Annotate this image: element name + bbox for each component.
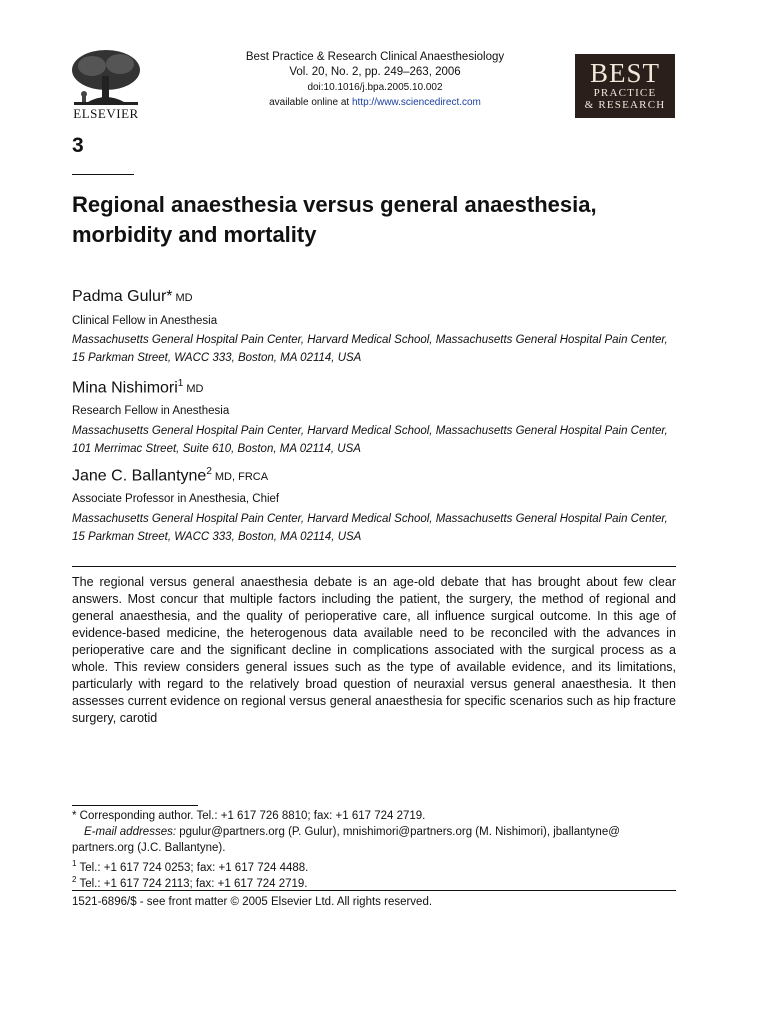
journal-name: Best Practice & Research Clinical Anaesthesiology	[245, 51, 505, 63]
brand-line-practice: PRACTICE	[593, 87, 657, 99]
affiliation-line: Massachusetts General Hospital Pain Center, Harvard Medical School, Massachusetts General Hospital Pain Center,	[72, 425, 668, 437]
author-affiliation	[72, 331, 682, 367]
abstract-divider	[72, 566, 676, 567]
brand-line-research: & RESEARCH	[584, 99, 666, 111]
author-role: Research Fellow in Anesthesia	[72, 405, 230, 417]
footnote-text: Tel.: +1 617 724 2113; fax: +1 617 724 2719.	[76, 877, 308, 890]
copyright-divider	[72, 890, 676, 891]
author-name-text: Jane C. Ballantyne	[72, 467, 207, 485]
article-title: Regional anaesthesia versus general anaesthesia, morbidity and mortality	[72, 192, 597, 247]
best-practice-logo	[575, 54, 675, 118]
author-name-text: Mina Nishimori	[72, 379, 178, 397]
author-mark: *	[166, 288, 173, 305]
affiliation-line: Massachusetts General Hospital Pain Center, Harvard Medical School, Massachusetts General Hospital Pain Center,	[72, 334, 668, 346]
author-name-text: Padma Gulur	[72, 288, 167, 305]
author-name	[72, 378, 203, 397]
affiliation-line: 101 Merrimac Street, Suite 610, Boston, MA 02114, USA	[72, 443, 361, 455]
author-name	[72, 288, 193, 306]
affiliation-line: Massachusetts General Hospital Pain Center, Harvard Medical School, Massachusetts General Hospital Pain Center,	[72, 513, 668, 525]
footnote-mark: *	[72, 810, 77, 822]
chapter-number: 3	[72, 134, 84, 157]
affiliation-line: 15 Parkman Street, WACC 333, Boston, MA 02114, USA	[72, 531, 362, 543]
author-degree: MD, FRCA	[214, 471, 269, 484]
email-list: pgulur@partners.org (P. Gulur), mnishimori@partners.org (M. Nishimori), jballantyne@	[176, 826, 620, 838]
chapter-divider	[72, 174, 134, 175]
author-affiliation	[72, 510, 682, 546]
footnote-emails-cont: partners.org (J.C. Ballantyne).	[72, 842, 226, 854]
doi: doi:10.1016/j.bpa.2005.10.002	[307, 82, 443, 93]
copyright-notice: 1521-6896/$ - see front matter © 2005 Elsevier Ltd. All rights reserved.	[72, 896, 433, 908]
author-degree: MD	[175, 292, 193, 304]
footnote-emails	[72, 824, 677, 840]
availability-line	[200, 95, 550, 110]
author-role: Clinical Fellow in Anesthesia	[72, 315, 218, 327]
publisher-name: ELSEVIER	[73, 106, 139, 121]
abstract-text: The regional versus general anaesthesia debate is an age-old debate that has brought about few clear answers. Most concur that multiple factors including the patient, the surgery, the method of regional and general anaesthesia, and the quality of perioperative care, all influence surgical outcome. In this age of evidence-based medicine, the heterogenous data available need to be reconciled with the advances in perioperative care and the significant decline in complications associated with the surgical process as a whole. This review considers general issues such as the type of available evidence, and its limitations, particularly with regard to the relatively broad question of neuraxial versus general anaesthesia. It then assesses current evidence on regional versus general anaesthesia for specific scenarios such as hip fracture surgery, carotid	[72, 575, 676, 725]
footnote-2	[72, 872, 677, 892]
email-label: E-mail addresses:	[84, 826, 177, 838]
brand-line-best: BEST	[589, 58, 660, 88]
author-role: Associate Professor in Anesthesia, Chief	[72, 493, 280, 505]
affiliation-line: 15 Parkman Street, WACC 333, Boston, MA 02114, USA	[72, 352, 362, 364]
elsevier-tree-logo-icon	[68, 48, 144, 106]
footnote-corresponding	[72, 808, 677, 824]
author-affiliation	[72, 422, 682, 458]
author-name	[72, 466, 268, 485]
author-degree: MD	[186, 383, 204, 396]
author-mark: 1	[177, 378, 184, 389]
journal-info	[200, 50, 550, 110]
author-mark: 2	[206, 466, 212, 477]
available-prefix: available online at	[269, 97, 352, 108]
volume-info: Vol. 20, No. 2, pp. 249–263, 2006	[289, 66, 461, 78]
sciencedirect-link[interactable]: http://www.sciencedirect.com	[351, 97, 481, 108]
footnote-divider	[72, 805, 198, 806]
footnote-text: Corresponding author. Tel.: +1 617 726 8810; fax: +1 617 724 2719.	[76, 810, 426, 822]
footnote-mark: 1	[72, 859, 77, 868]
footnote-text: Tel.: +1 617 724 0253; fax: +1 617 724 4488.	[76, 861, 309, 874]
footnote-mark: 2	[72, 875, 77, 884]
